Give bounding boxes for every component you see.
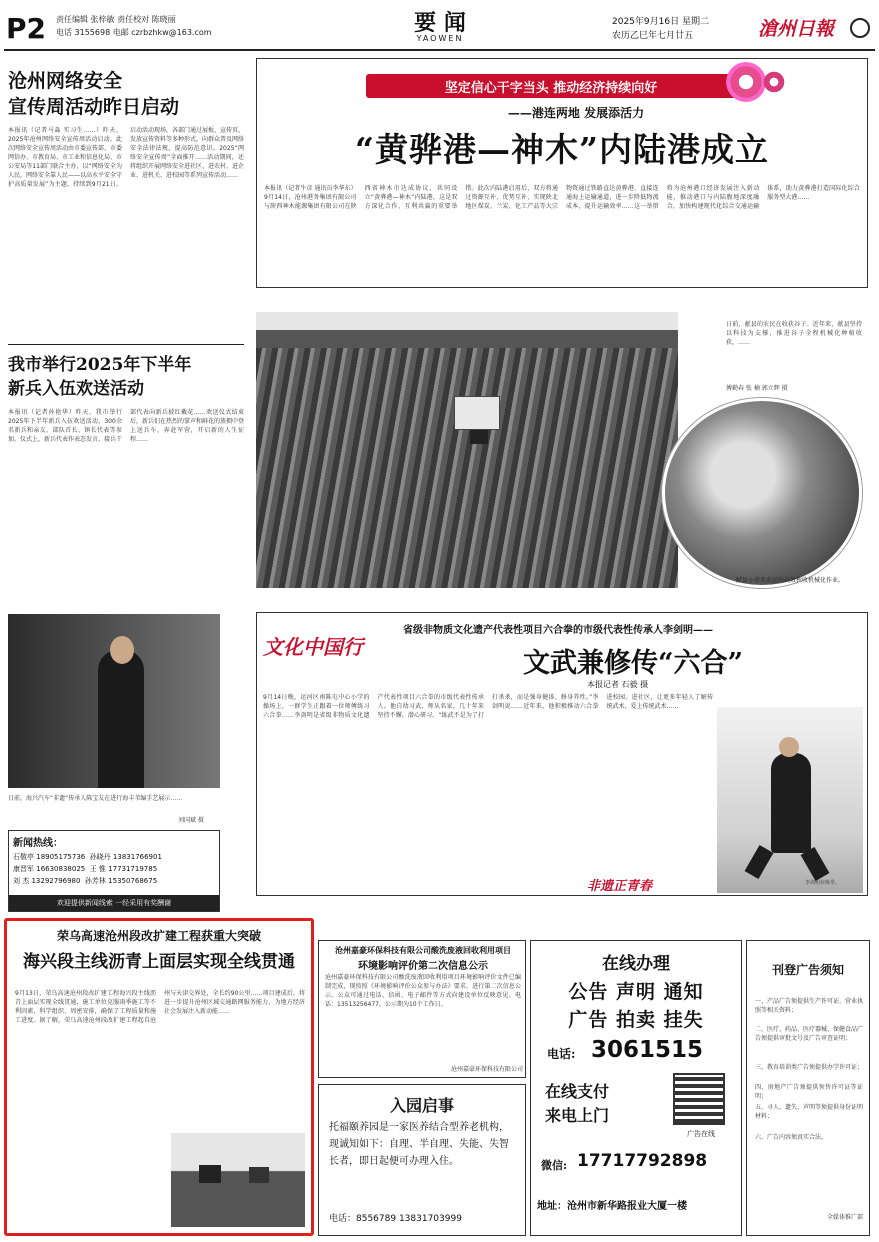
culture-title: 文武兼修传“六合” bbox=[522, 648, 744, 679]
online-wx: 17717792898 bbox=[577, 1151, 708, 1171]
story1-title: 沧州网络安全 bbox=[8, 70, 123, 92]
online-tel: 3061515 bbox=[591, 1037, 704, 1063]
env-notice-body: 沧州嘉豪环保科技有限公司酸洗废液回收利用项目环境影响评价文件已编制完成，现按照《环境影响评价公众参与办法》要求，进行第二次信息公示。公众可通过电话、信函、电子邮件等方式向建设单位反映意见。电话：13513256477。公示期为10个工作日。 bbox=[325, 974, 521, 1008]
culture-tag: 非遗正青春 bbox=[587, 879, 653, 894]
highway-body: 9月13日，荣乌高速沧州段改扩建工程海兴段主线沥青上面层实现全线贯通，施工单位克服雨季施工等不利因素，科学组织、周密安排，确保了工程质量和施工进度。据了解，荣乌高速沧州段改扩建工程起自沧州与天津交界处，全长约90公里……项目建成后，将进一步提升沧州区域交通路网服务能力，为地方经济社会发展注入新动能…… bbox=[15, 990, 305, 1024]
culture-byline: 本报记者 石毅 摄 bbox=[587, 680, 649, 689]
harvest-photo bbox=[256, 312, 678, 588]
slogan-text: 坚定信心干字当头 推动经济持续向好 bbox=[444, 81, 658, 96]
harvest-inset-photo bbox=[662, 398, 862, 588]
paper-logo: 滄州日報 bbox=[758, 18, 835, 40]
harvest-photo-credit: 傅勤春 张 楠 郭立辉 摄 bbox=[726, 385, 788, 392]
masthead bbox=[0, 0, 879, 50]
env-notice-title: 沧州嘉豪环保科技有限公司酸洗废液回收利用项目 bbox=[335, 945, 511, 955]
online-row1: 公告 声明 通知 bbox=[568, 981, 704, 1003]
env-notice-title-2: 环境影响评价第二次信息公示 bbox=[358, 961, 488, 972]
highway-story bbox=[4, 918, 314, 1236]
hotline-footer: 欢迎提供新闻线索 一经采用有奖酬谢 bbox=[9, 895, 219, 911]
story1-title-2: 宣传周活动昨日启动 bbox=[8, 96, 180, 118]
culture-story bbox=[256, 612, 868, 896]
culture-body: 9月14日晚，运河区南陈屯中心小学的操场上，一群学生正跟着一位师傅练习六合拳……李剑明是省级非物质文化遗产代表性项目六合拳的市级代表性传承人。他自幼习武，师从名家，几十年来坚持不懈，潜心研习。“练武不是为了打打杀杀，而是强身健体、修身养性。”李剑明说……近年来，他积极推动六合拳进校园、进社区，让更多年轻人了解传统武术、爱上传统武术…… bbox=[263, 694, 713, 719]
left-column bbox=[0, 54, 250, 934]
story2-title: 我市举行2025年下半年 bbox=[8, 355, 192, 375]
news-hotline bbox=[8, 830, 220, 912]
martial-artist-figure bbox=[771, 753, 811, 853]
harvest-photo-caption: 日前，献县的农民在收获谷子。近年来，献县坚持以科技为支撑，推进谷子全程机械化种植收获，…… bbox=[726, 321, 862, 346]
story2-body: 本报讯（记者孙艳华）昨天，我市举行2025年下半年新兵入伍欢送活动，300余名新兵和亲友、部队首长、镇长代表等参加。仪式上，新兵代表作表态发言，接兵干部代表向新兵披红戴花……欢送仪式结束后，新兵们在热烈的掌声和鲜花的簇拥中登上送兵车，奔赴军营，开启新的人生征程…… bbox=[8, 409, 244, 443]
editors-line: 责任编辑 张梓敏 责任校对 陈晓丽 bbox=[56, 15, 176, 24]
online-tel-label: 电话: bbox=[547, 1047, 576, 1061]
ad-notice-item: 二、医疗、药品、医疗器械、保健食品广告须提供审批文号及广告审查证明； bbox=[755, 1026, 863, 1042]
online-pay-l1: 在线支付 bbox=[545, 1082, 610, 1101]
admission-phone: 电话：8556789 13831703999 bbox=[329, 1214, 462, 1224]
env-notice bbox=[318, 940, 526, 1078]
divider bbox=[8, 344, 244, 345]
martial-artist-caption: 李剑明在练拳。 bbox=[805, 880, 841, 886]
masthead-rule bbox=[4, 49, 875, 51]
harvester bbox=[454, 396, 500, 430]
harvest-inset-caption: 献县小营乡农民的高效秋收机械化作业。 bbox=[736, 577, 845, 584]
section-title-en: YAOWEN bbox=[416, 34, 464, 43]
story1-body: 本报讯（记者马淼 实习生……）昨天，2025年沧州网络安全宣传周活动启动。此次网络安全宣传周活动由市委宣传部、市委网信办、市教育局、市工业和信息化局、市公安局等11部门联合主办，以“网络安全为人民，网络安全靠人民——以高水平安全守护高质量发展”为主题，持续到9月21日。启动活动现场，各部门通过展板、宣传页、发放宣传资料等多种形式，向群众普及网络安全法律法规，提高防范意识。2025“网络安全宣传周”全面推开……活动期间，还将组织开展网络安全进社区、进农村、进企业、进机关、进校园等系列宣传活动…… bbox=[8, 127, 244, 188]
ad-notice-footer: 全媒体推广部 bbox=[826, 1214, 863, 1221]
paper-logo-mark-icon bbox=[850, 18, 870, 38]
hotline-title: 新闻热线： bbox=[13, 838, 63, 849]
section-title: 要 闻 bbox=[414, 10, 466, 36]
env-notice-sign: 沧州嘉豪环保科技有限公司 bbox=[450, 1066, 523, 1073]
highway-photo bbox=[171, 1133, 305, 1227]
story2-title-2: 新兵入伍欢送活动 bbox=[8, 379, 144, 399]
qr-code-icon bbox=[673, 1073, 725, 1125]
qr-label: 广告在线 bbox=[687, 1130, 715, 1138]
online-row2: 广告 拍卖 挂失 bbox=[568, 1009, 704, 1031]
artisan-photo-caption: 日前，海兴汽车“非遗”传承人陈宝友在进行海丰苇编手艺展示…… bbox=[8, 795, 183, 802]
online-pay-l2: 来电上门 bbox=[545, 1106, 610, 1125]
online-address: 地址：沧州市新华路报业大厦一楼 bbox=[537, 1201, 687, 1212]
hotline-row: 石敬亭 18905175736 孙晓丹 13831766901 康晋军 16630838025 王 惟 17731719785 刘 杰 13292796980 孙芳林 15350768675 bbox=[13, 853, 162, 885]
admission-notice bbox=[318, 1084, 526, 1236]
page-number: P2 bbox=[6, 12, 47, 45]
culture-kicker: 省级非物质文化遗产代表性项目六合拳的市级代表性传承人李剑明—— bbox=[403, 625, 713, 636]
lunar-date: 农历乙巳年七月廿五 bbox=[612, 31, 694, 41]
culture-logo: 文化中国行 bbox=[263, 635, 363, 659]
highway-title: 海兴段主线沥青上面层实现全线贯通 bbox=[23, 952, 295, 972]
flower-ornament-icon bbox=[726, 62, 766, 102]
artisan-photo-credit: 刘国斌 摄 bbox=[178, 817, 204, 824]
admission-body: 托福颐养园是一家医养结合型养老机构，现诚知如下：自理、半自理、失能、失智长者，即日起便可办理入住。 bbox=[329, 1122, 509, 1167]
ad-notice-item: 五、寻人、遗失、声明等须提供身份证明材料； bbox=[755, 1104, 863, 1120]
issue-date: 2025年9月16日 星期二 bbox=[612, 17, 709, 27]
highway-kicker: 荣乌高速沧州段改扩建工程获重大突破 bbox=[56, 929, 261, 943]
lead-kicker: ——港连两地 发展添活力 bbox=[507, 106, 645, 120]
ad-notice-item: 一、产品广告须提供生产许可证、营业执照等相关资料； bbox=[755, 998, 863, 1014]
ad-notice-title: 刊登广告须知 bbox=[771, 963, 844, 977]
person-figure bbox=[98, 650, 144, 788]
ad-notice bbox=[746, 940, 870, 1236]
lead-story bbox=[256, 58, 868, 598]
editors-contact: 电话 3155698 电邮 czrbzhkw@163.com bbox=[56, 28, 212, 37]
online-title: 在线办理 bbox=[602, 954, 670, 974]
ad-notice-item: 四、房地产广告须提供预售许可证等证明； bbox=[755, 1084, 863, 1100]
artisan-photo bbox=[8, 614, 220, 788]
online-services-ad bbox=[530, 940, 742, 1236]
slogan-banner bbox=[366, 74, 736, 98]
ad-notice-item: 三、教育培训类广告须提供办学许可证； bbox=[755, 1064, 863, 1071]
lead-title: “黄骅港—神木”内陆港成立 bbox=[355, 130, 769, 169]
ad-notice-item: 六、广告内容须真实合法。 bbox=[755, 1134, 828, 1141]
lead-body: 本报讯（记者牛彦 通讯员李华东）9月14日，沧州港务集团有限公司与陕西神木能源集团有限公司在陕西省神木市达成协议，共同设立“黄骅港—神木”内陆港，这是双方深化合作、互利共赢的重要举措。此次内陆港启用后，双方将通过资源互补、优势互补，实现陕北地区煤炭、兰炭、化工产品等大宗物资通过铁路直达黄骅港，直接连通海上运输通道，进一步降低物流成本，提升运输效率……这一举措将为沧州港口经济发展注入新动能，推动港口与内陆腹地深度融合，加快构建现代化综合交通运输体系，助力黄骅港打造国际化综合服务型大港…… bbox=[264, 185, 860, 210]
online-wx-label: 微信: bbox=[541, 1159, 568, 1172]
admission-title: 入园启事 bbox=[389, 1096, 454, 1115]
martial-artist-photo bbox=[717, 707, 863, 893]
